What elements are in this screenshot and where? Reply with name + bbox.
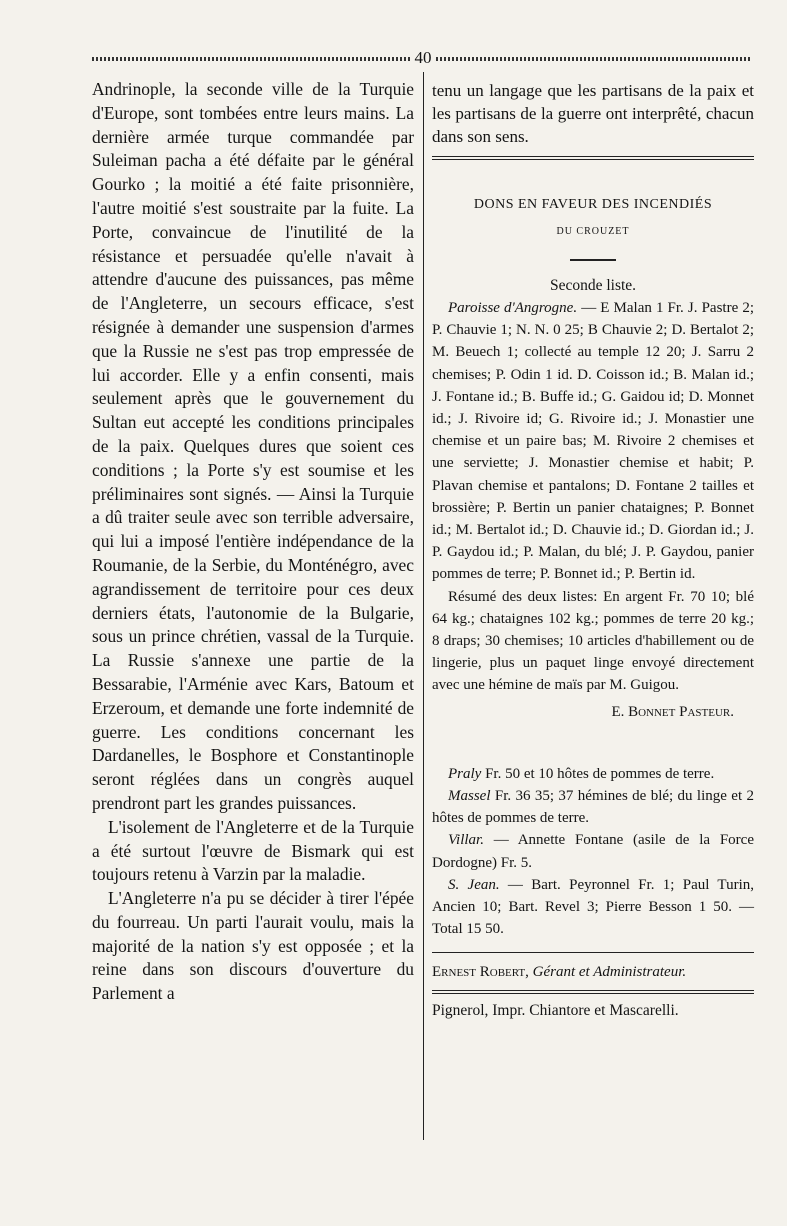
section-divider <box>432 156 754 160</box>
paragraph-angleterre: L'Angleterre n'a pu se décider à tirer l'épée du fourreau. Un parti l'aurait voulu, mais la majorité de la nation s'y est opposée ; et la reine dans son discours d'ouverture du Parlement a <box>92 888 414 1004</box>
page-header <box>92 48 752 68</box>
footer-double-rule <box>432 990 754 994</box>
villar-text: — Annette Fontane (asile de la Force Dordogne) Fr. 5. <box>432 832 754 871</box>
footer-divider <box>432 952 754 953</box>
liste-label: Seconde liste. <box>549 276 637 294</box>
villar-entry <box>432 829 754 873</box>
spacer <box>432 723 754 763</box>
massel-text: Fr. 36 35; 37 hémines de blé; du linge et 2 hôtes de pommes de terre. <box>432 788 754 827</box>
gerant-role: Gérant et Administrateur. <box>528 964 687 981</box>
short-divider <box>570 259 616 261</box>
page-number: 40 <box>414 48 432 67</box>
angrogne-text: — E Malan 1 Fr. J. Pastre 2; P. Chauvie 1; N. N. 0 25; B Chauvie 2; D. Bertalot 2; M. Beuech 1; collecté au temple 12 20; J. Sarru 2 chemises; P. Odin 1 id. D. Coisson id.; B. Malan id.; J. Fontane id.; B. Buffe id.; G. Gaidou id; D. Monnet id.; J. Rivoire id; G. Rivoire id.; J. Monastier une chemise et un paire bas; M. Rivoire 2 chemises et une serviette; J. Monastier chemise et habit; P. Plavan chemise et pantalons; D. Fontane 2 tailles et brossière; P. Bertin un panier chataignes; P. Bonnet id.; M. Bertalot id.; D. Chauvie id.; D. Giordan id.; J. P. Gaydou id.; P. Malan, du blé; J. P. Gaydou, panier pommes de terre; P. Bonnet id.; P. Bertin id. <box>432 300 755 583</box>
continuation-paragraph: tenu un langage que les partisans de la paix et les partisans de la guerre ont interprêté, chacun dans son sens. <box>432 81 754 146</box>
praly-entry <box>432 763 754 785</box>
villar-label: Villar. <box>448 832 484 849</box>
left-column <box>92 78 414 1006</box>
angrogne-label: Paroisse d'Angrogne. <box>448 300 578 316</box>
header-rule-right <box>436 57 752 61</box>
column-divider <box>423 72 424 1140</box>
right-column <box>432 80 754 1022</box>
massel-label: Massel <box>448 788 491 805</box>
sjean-text: — Bart. Peyronnel Fr. 1; Paul Turin, Ancien 10; Bart. Revel 3; Pierre Besson 1 50. — Total 15 50. <box>432 876 754 938</box>
paragraph-isolement: L'isolement de l'Angleterre et de la Turquie a été surtout l'œuvre de Bismark qui est toujours retenu à Varzin par la maladie. <box>92 816 414 885</box>
resume-entry: Résumé des deux listes: En argent Fr. 70 10; blé 64 kg.; chataignes 102 kg.; pommes de terre 20 kg.; 8 draps; 30 chemises; 10 articles d'habillement ou de lingerie, plus un paquet linge envoyé directement avec une hémine de maïs par M. Guigou. <box>432 588 754 694</box>
printer-line: Pignerol, Impr. Chiantore et Mascarelli. <box>432 1001 679 1019</box>
dons-title: DONS EN FAVEUR DES INCENDIÉS <box>473 197 713 213</box>
paragraph-war-news: Andrinople, la seconde ville de la Turquie d'Europe, sont tombées entre leurs mains. La dernière armée turque commandée par Suleiman pacha a été défaite par le général Gourko ; la moitié a été faite prisonnière, l'autre moitié s'est soustraite par la fuite. La Porte, convaincue de l'inutilité de la résistance et persuadée qu'elle n'avait à attendre d'aucune des puissances, pas même de l'Angleterre, un secours efficace, s'est résignée à demander une suspension d'armes que la Russie ne s'est pas trop empressée de lui accorder. Elle y a enfin consenti, mais seulement après que le gouvernement du Sultan eut accepté les conditions principales de la paix. Quelques dures que soient ces conditions ; la Porte s'y est soumise et les préliminaires sont signés. — Ainsi la Turquie a dû traiter seule avec son terrible adversaire, qui lui a imposé l'entière indépendance de la Roumanie, de la Serbie, du Monténégro, avec agrandissement de territoire pour ces deux derniers états, l'autonomie de la Bulgarie, sous un prince chrétien, vassal de la Turquie. La Russie s'annexe une partie de la Bessarabie, l'Arménie avec Kars, Batoum et Erzeroum, et demande une forte indemnité de guerre. Les conditions concernant les Dardanelles, le Bosphore et Constantinople seront réglées dans un congrès auquel prendront part les grandes puissances. <box>92 79 414 813</box>
gerant-name: Ernest Robert, <box>432 964 529 981</box>
signature: E. Bonnet Pasteur. <box>611 703 734 720</box>
dons-subtitle: DU CROUZET <box>556 225 630 237</box>
praly-label: Praly <box>448 765 482 782</box>
angrogne-entry <box>432 297 754 586</box>
sjean-label: S. Jean. <box>448 876 500 893</box>
massel-entry <box>432 785 754 829</box>
praly-text: Fr. 50 et 10 hôtes de pommes de terre. <box>481 765 715 782</box>
gerant-line <box>432 961 754 983</box>
header-rule-left <box>92 57 410 61</box>
sjean-entry <box>432 874 754 941</box>
